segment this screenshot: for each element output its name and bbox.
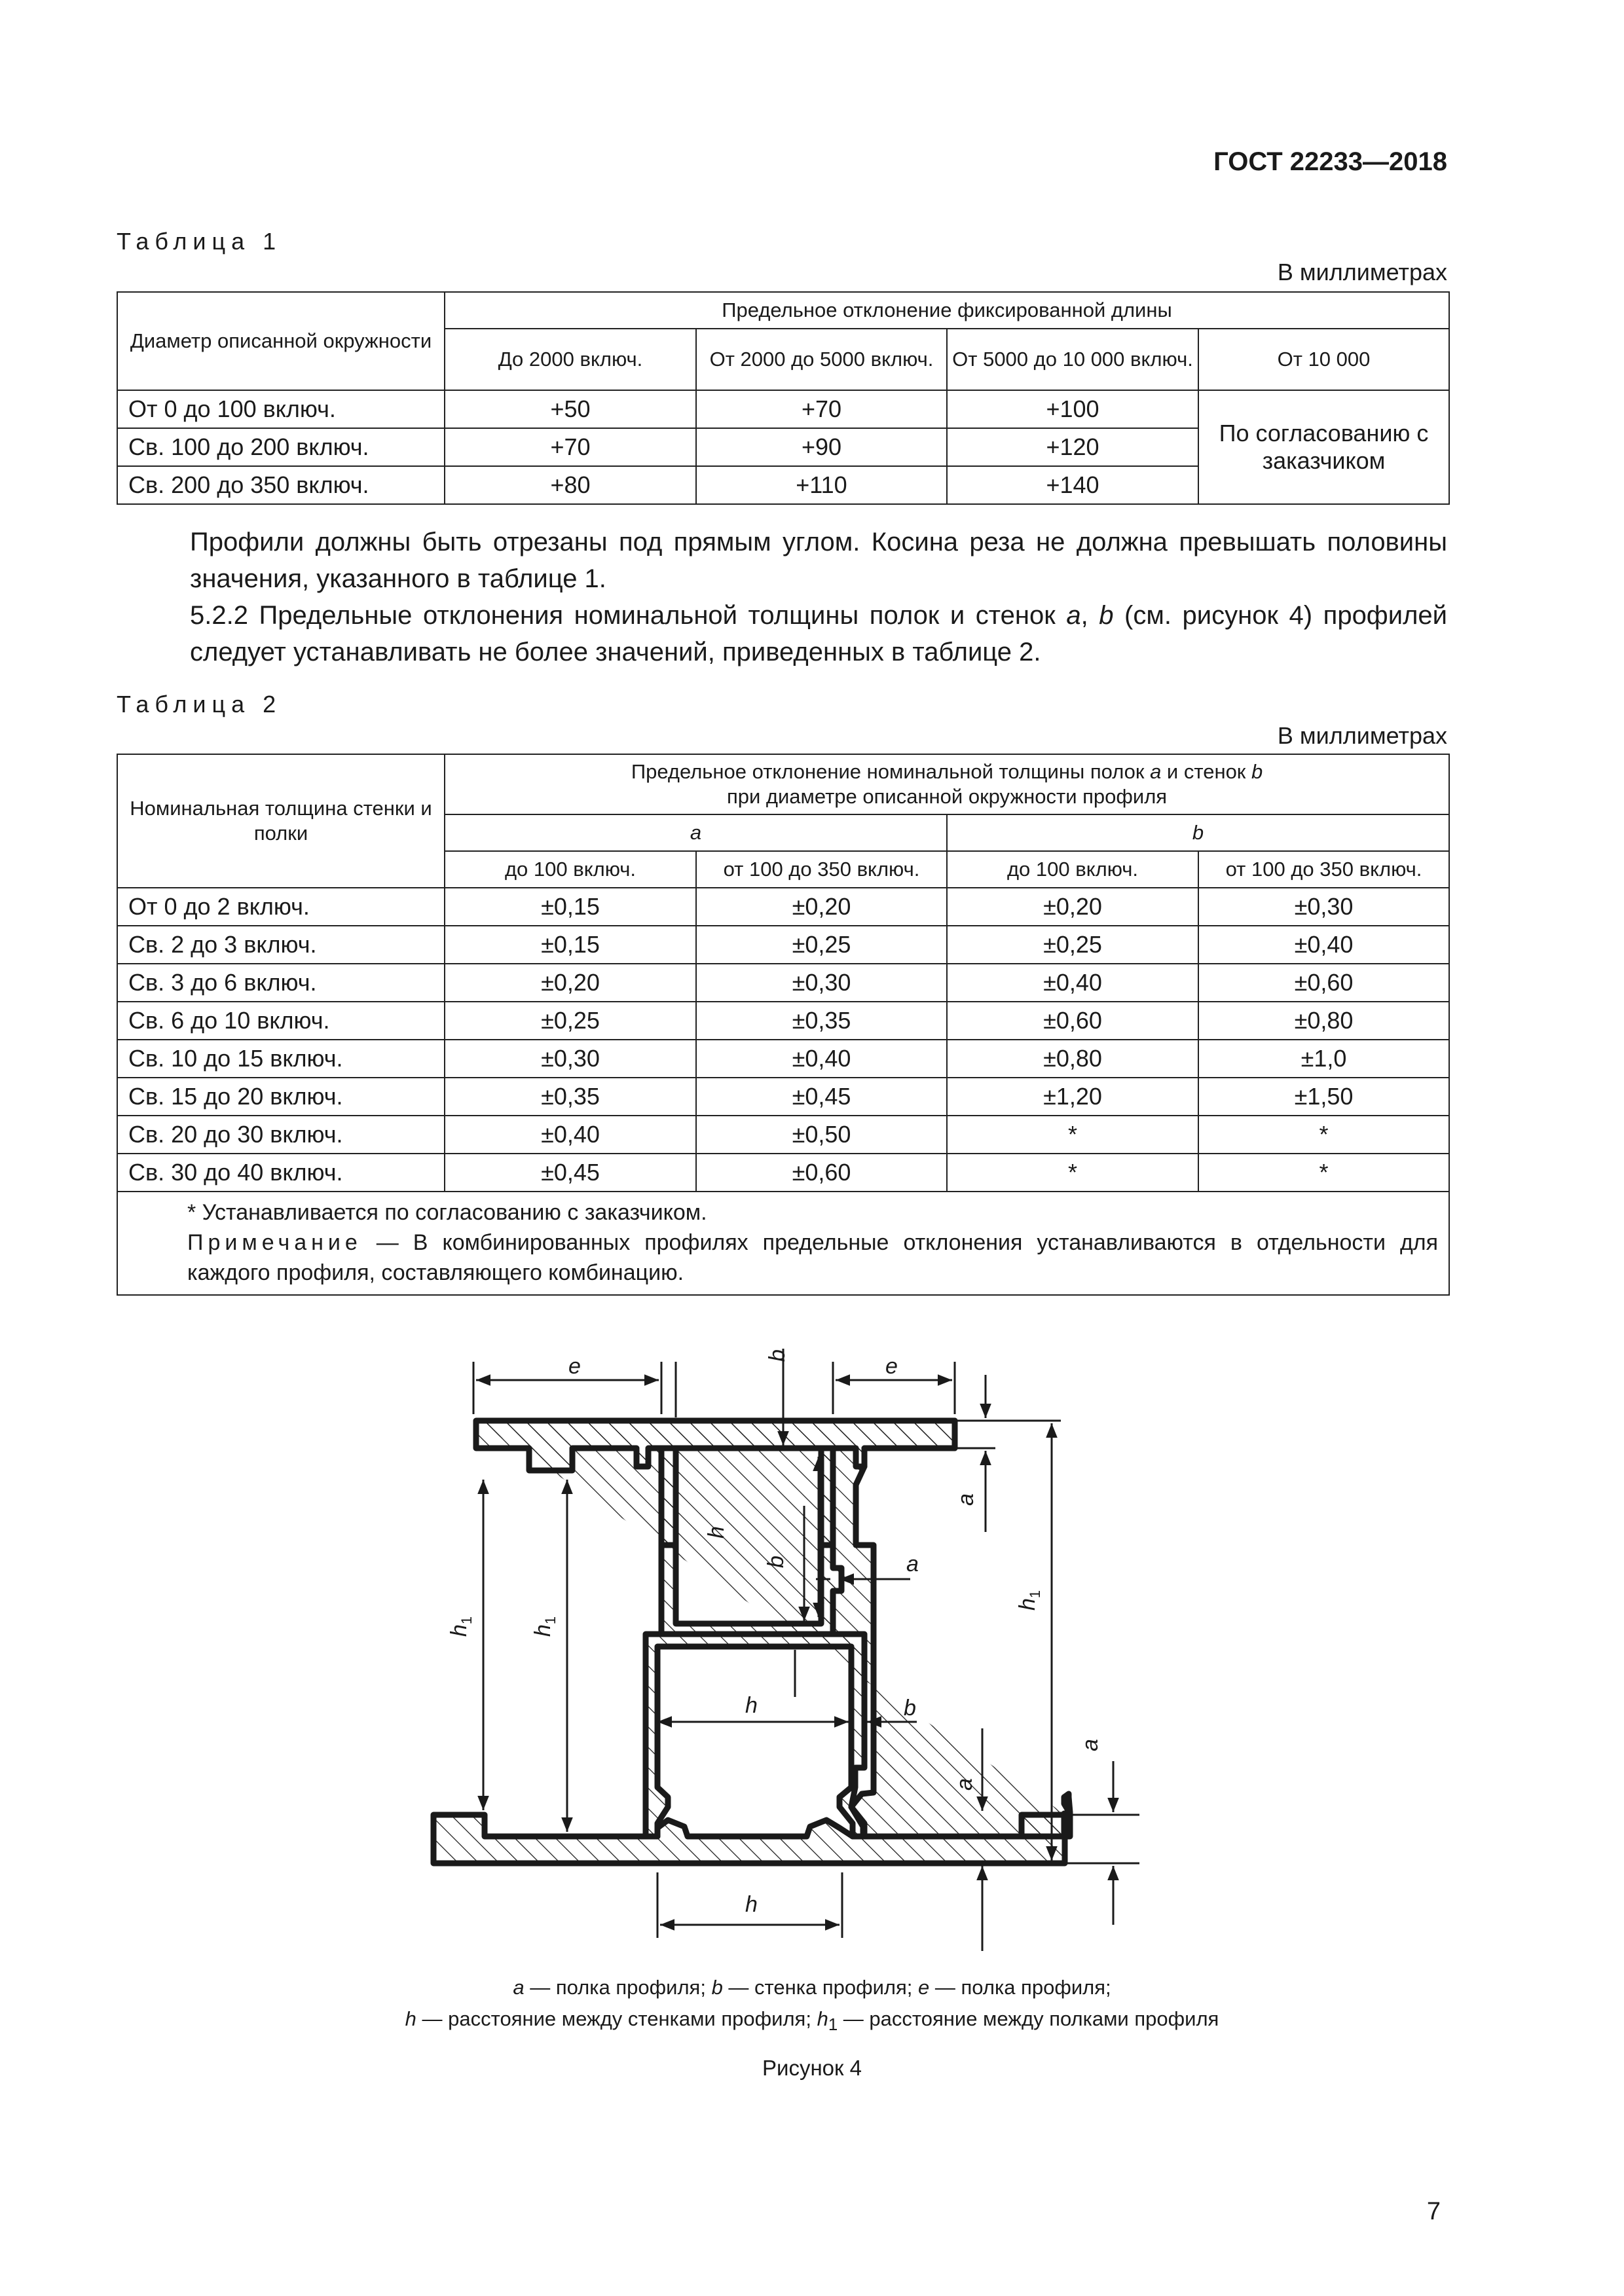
legend-var: a — [513, 1976, 525, 1999]
table2-cell: ±0,25 — [445, 1002, 696, 1040]
paragraph-text: Профили должны быть отрезаны под прямым углом. Косина реза не должна превышать половины значения, указанного в таблице 1. — [190, 528, 1447, 593]
legend-text: — расстояние между полками профиля — [838, 2007, 1219, 2030]
label-h-upper: h — [704, 1526, 729, 1539]
header-text: и стенок — [1161, 760, 1251, 783]
table2-cell: ±0,60 — [696, 1154, 947, 1192]
table1-cell: +120 — [947, 428, 1198, 466]
table1-header-col: До 2000 включ. — [445, 329, 696, 390]
table1-cell: +100 — [947, 390, 1198, 428]
table2-cell: ±0,40 — [445, 1116, 696, 1154]
var-a: a — [1150, 760, 1162, 783]
label-h1-right — [1015, 1590, 1043, 1611]
table2-cell: ±0,20 — [696, 888, 947, 926]
table2-cell: Св. 20 до 30 включ. — [117, 1116, 445, 1154]
table2-header-col: от 100 до 350 включ. — [696, 851, 947, 888]
table2-cell: ±1,50 — [1198, 1078, 1449, 1116]
table2-cell: ±0,30 — [445, 1040, 696, 1078]
label-h1-inner — [530, 1616, 559, 1637]
note-text: — В комбинированных профилях предельные отклонения устанавливаются в отдельности для каждого профиля, составляющего комбинацию. — [187, 1230, 1439, 1285]
table2-cell: ±0,20 — [947, 888, 1198, 926]
table2-cell: * — [947, 1154, 1198, 1192]
table1-header-col: От 5000 до 10 000 включ. — [947, 329, 1198, 390]
table2-cell: От 0 до 2 включ. — [117, 888, 445, 926]
table2-cell: ±1,20 — [947, 1078, 1198, 1116]
figure-legend-line2 — [0, 2003, 1624, 2041]
legend-text: — полка профиля; — [929, 1976, 1111, 1999]
table2-cell: ±0,25 — [947, 926, 1198, 964]
label-h-middle: h — [745, 1693, 758, 1718]
table2-cell: Св. 15 до 20 включ. — [117, 1078, 445, 1116]
label-h1-left — [447, 1616, 475, 1637]
note-label: Примечание — [187, 1230, 362, 1255]
table2-cell: ±0,60 — [947, 1002, 1198, 1040]
table2-cell: ±1,0 — [1198, 1040, 1449, 1078]
table1-header-group: Предельное отклонение фиксированной длины — [445, 292, 1449, 329]
legend-text: — стенка профиля; — [722, 1976, 919, 1999]
table2-header-col: до 100 включ. — [947, 851, 1198, 888]
label-a-bottom: a — [952, 1778, 977, 1791]
table2-cell: ±0,45 — [445, 1154, 696, 1192]
table1-cell: +110 — [696, 466, 947, 504]
label-a-far-right: a — [1078, 1739, 1103, 1751]
table1-header-diameter: Диаметр описанной окружности — [117, 292, 445, 390]
table2-cell: * — [1198, 1116, 1449, 1154]
table2-subheader-b: b — [947, 814, 1449, 851]
document-code: ГОСТ 22233—2018 — [1213, 147, 1447, 176]
table2-cell: ±0,25 — [696, 926, 947, 964]
table1-cell: +50 — [445, 390, 696, 428]
table1-cell: От 0 до 100 включ. — [117, 390, 445, 428]
label-b-right: b — [904, 1696, 916, 1721]
label-a-top: a — [953, 1493, 978, 1506]
paragraph-sep: , — [1080, 601, 1099, 630]
table2-header-thickness: Номинальная толщина стенки и полки — [117, 754, 445, 888]
label-h1-sub: 1 — [1027, 1590, 1043, 1599]
table2-cell: ±0,60 — [1198, 964, 1449, 1002]
label-h1-letter: h — [1015, 1598, 1040, 1611]
table2-header-col: до 100 включ. — [445, 851, 696, 888]
label-e-right: e — [885, 1354, 898, 1379]
table1-cell: +70 — [696, 390, 947, 428]
table2-cell: Св. 6 до 10 включ. — [117, 1002, 445, 1040]
table2-cell: * — [1198, 1154, 1449, 1192]
table2-cell: ±0,20 — [445, 964, 696, 1002]
var-b: b — [1251, 760, 1263, 783]
table2-cell: Св. 2 до 3 включ. — [117, 926, 445, 964]
table2-cell: ±0,35 — [696, 1002, 947, 1040]
label-a-right: a — [906, 1552, 919, 1576]
table2-cell: Св. 3 до 6 включ. — [117, 964, 445, 1002]
table1-cell: +70 — [445, 428, 696, 466]
label-h-bottom: h — [745, 1892, 758, 1917]
legend-var: h — [817, 2007, 828, 2030]
table2-cell: ±0,40 — [696, 1040, 947, 1078]
var-a: a — [1066, 601, 1081, 630]
table2-units: В миллиметрах — [1277, 722, 1447, 749]
legend-var: h — [405, 2007, 416, 2030]
figure-legend-line1 — [0, 1972, 1624, 2003]
header-text: при диаметре описанной окружности профиля — [726, 785, 1168, 808]
table2-cell: Св. 30 до 40 включ. — [117, 1154, 445, 1192]
legend-var: e — [918, 1976, 930, 1999]
table2-cell: Св. 10 до 15 включ. — [117, 1040, 445, 1078]
table2-header-col: от 100 до 350 включ. — [1198, 851, 1449, 888]
header-text: Предельное отклонение номинальной толщины полок — [631, 760, 1151, 783]
figure-title: Рисунок 4 — [762, 2056, 862, 2080]
table2-cell: ±0,80 — [947, 1040, 1198, 1078]
table2-cell: * — [947, 1116, 1198, 1154]
table1-units: В миллиметрах — [1277, 259, 1447, 285]
label-h1-letter: h — [530, 1624, 555, 1637]
table1-header-col: От 2000 до 5000 включ. — [696, 329, 947, 390]
table1-cell: +140 — [947, 466, 1198, 504]
paragraph-text: 5.2.2 Предельные отклонения номинальной толщины полок и стенок — [190, 601, 1067, 630]
legend-text: — полка профиля; — [524, 1976, 712, 1999]
var-b: b — [1099, 601, 1114, 630]
label-h1-sub: 1 — [542, 1616, 559, 1625]
table1-cell: +90 — [696, 428, 947, 466]
table2-cell: ±0,30 — [1198, 888, 1449, 926]
table2-cell: ±0,15 — [445, 926, 696, 964]
table2-cell: ±0,40 — [947, 964, 1198, 1002]
label-b-inner: b — [764, 1556, 788, 1568]
table2-cell: ±0,50 — [696, 1116, 947, 1154]
label-b-top: b — [765, 1349, 790, 1362]
table1-caption: Таблица 1 — [117, 228, 282, 255]
paragraph-text: (см. рисунок 4) профилей следует устанавливать не более значений, приведенных в таблице 2. — [190, 601, 1447, 666]
label-h1-sub: 1 — [458, 1616, 475, 1625]
table1-header-col: От 10 000 — [1198, 329, 1449, 390]
table2-cell: ±0,35 — [445, 1078, 696, 1116]
lower-box — [646, 1634, 864, 1836]
table2-caption: Таблица 2 — [117, 691, 282, 718]
table2-subheader-a: a — [445, 814, 947, 851]
table1-cell: Св. 200 до 350 включ. — [117, 466, 445, 504]
label-h1-letter: h — [447, 1624, 471, 1637]
table2-cell: ±0,15 — [445, 888, 696, 926]
table1-cell: Св. 100 до 200 включ. — [117, 428, 445, 466]
table2-footnote: * Устанавливается по согласованию с заказчиком. — [187, 1200, 707, 1225]
table1-cell: +80 — [445, 466, 696, 504]
table2-cell: ±0,45 — [696, 1078, 947, 1116]
table2-cell: ±0,30 — [696, 964, 947, 1002]
page-number: 7 — [1426, 2198, 1441, 2225]
table1-merged-cell: По согласованию с заказчиком — [1198, 390, 1449, 504]
table2-cell: ±0,80 — [1198, 1002, 1449, 1040]
table2-cell: ±0,40 — [1198, 926, 1449, 964]
legend-var: b — [711, 1976, 723, 1999]
legend-sub: 1 — [828, 2016, 838, 2035]
legend-text: — расстояние между стенками профиля; — [416, 2007, 817, 2030]
label-e-left: e — [568, 1354, 581, 1379]
